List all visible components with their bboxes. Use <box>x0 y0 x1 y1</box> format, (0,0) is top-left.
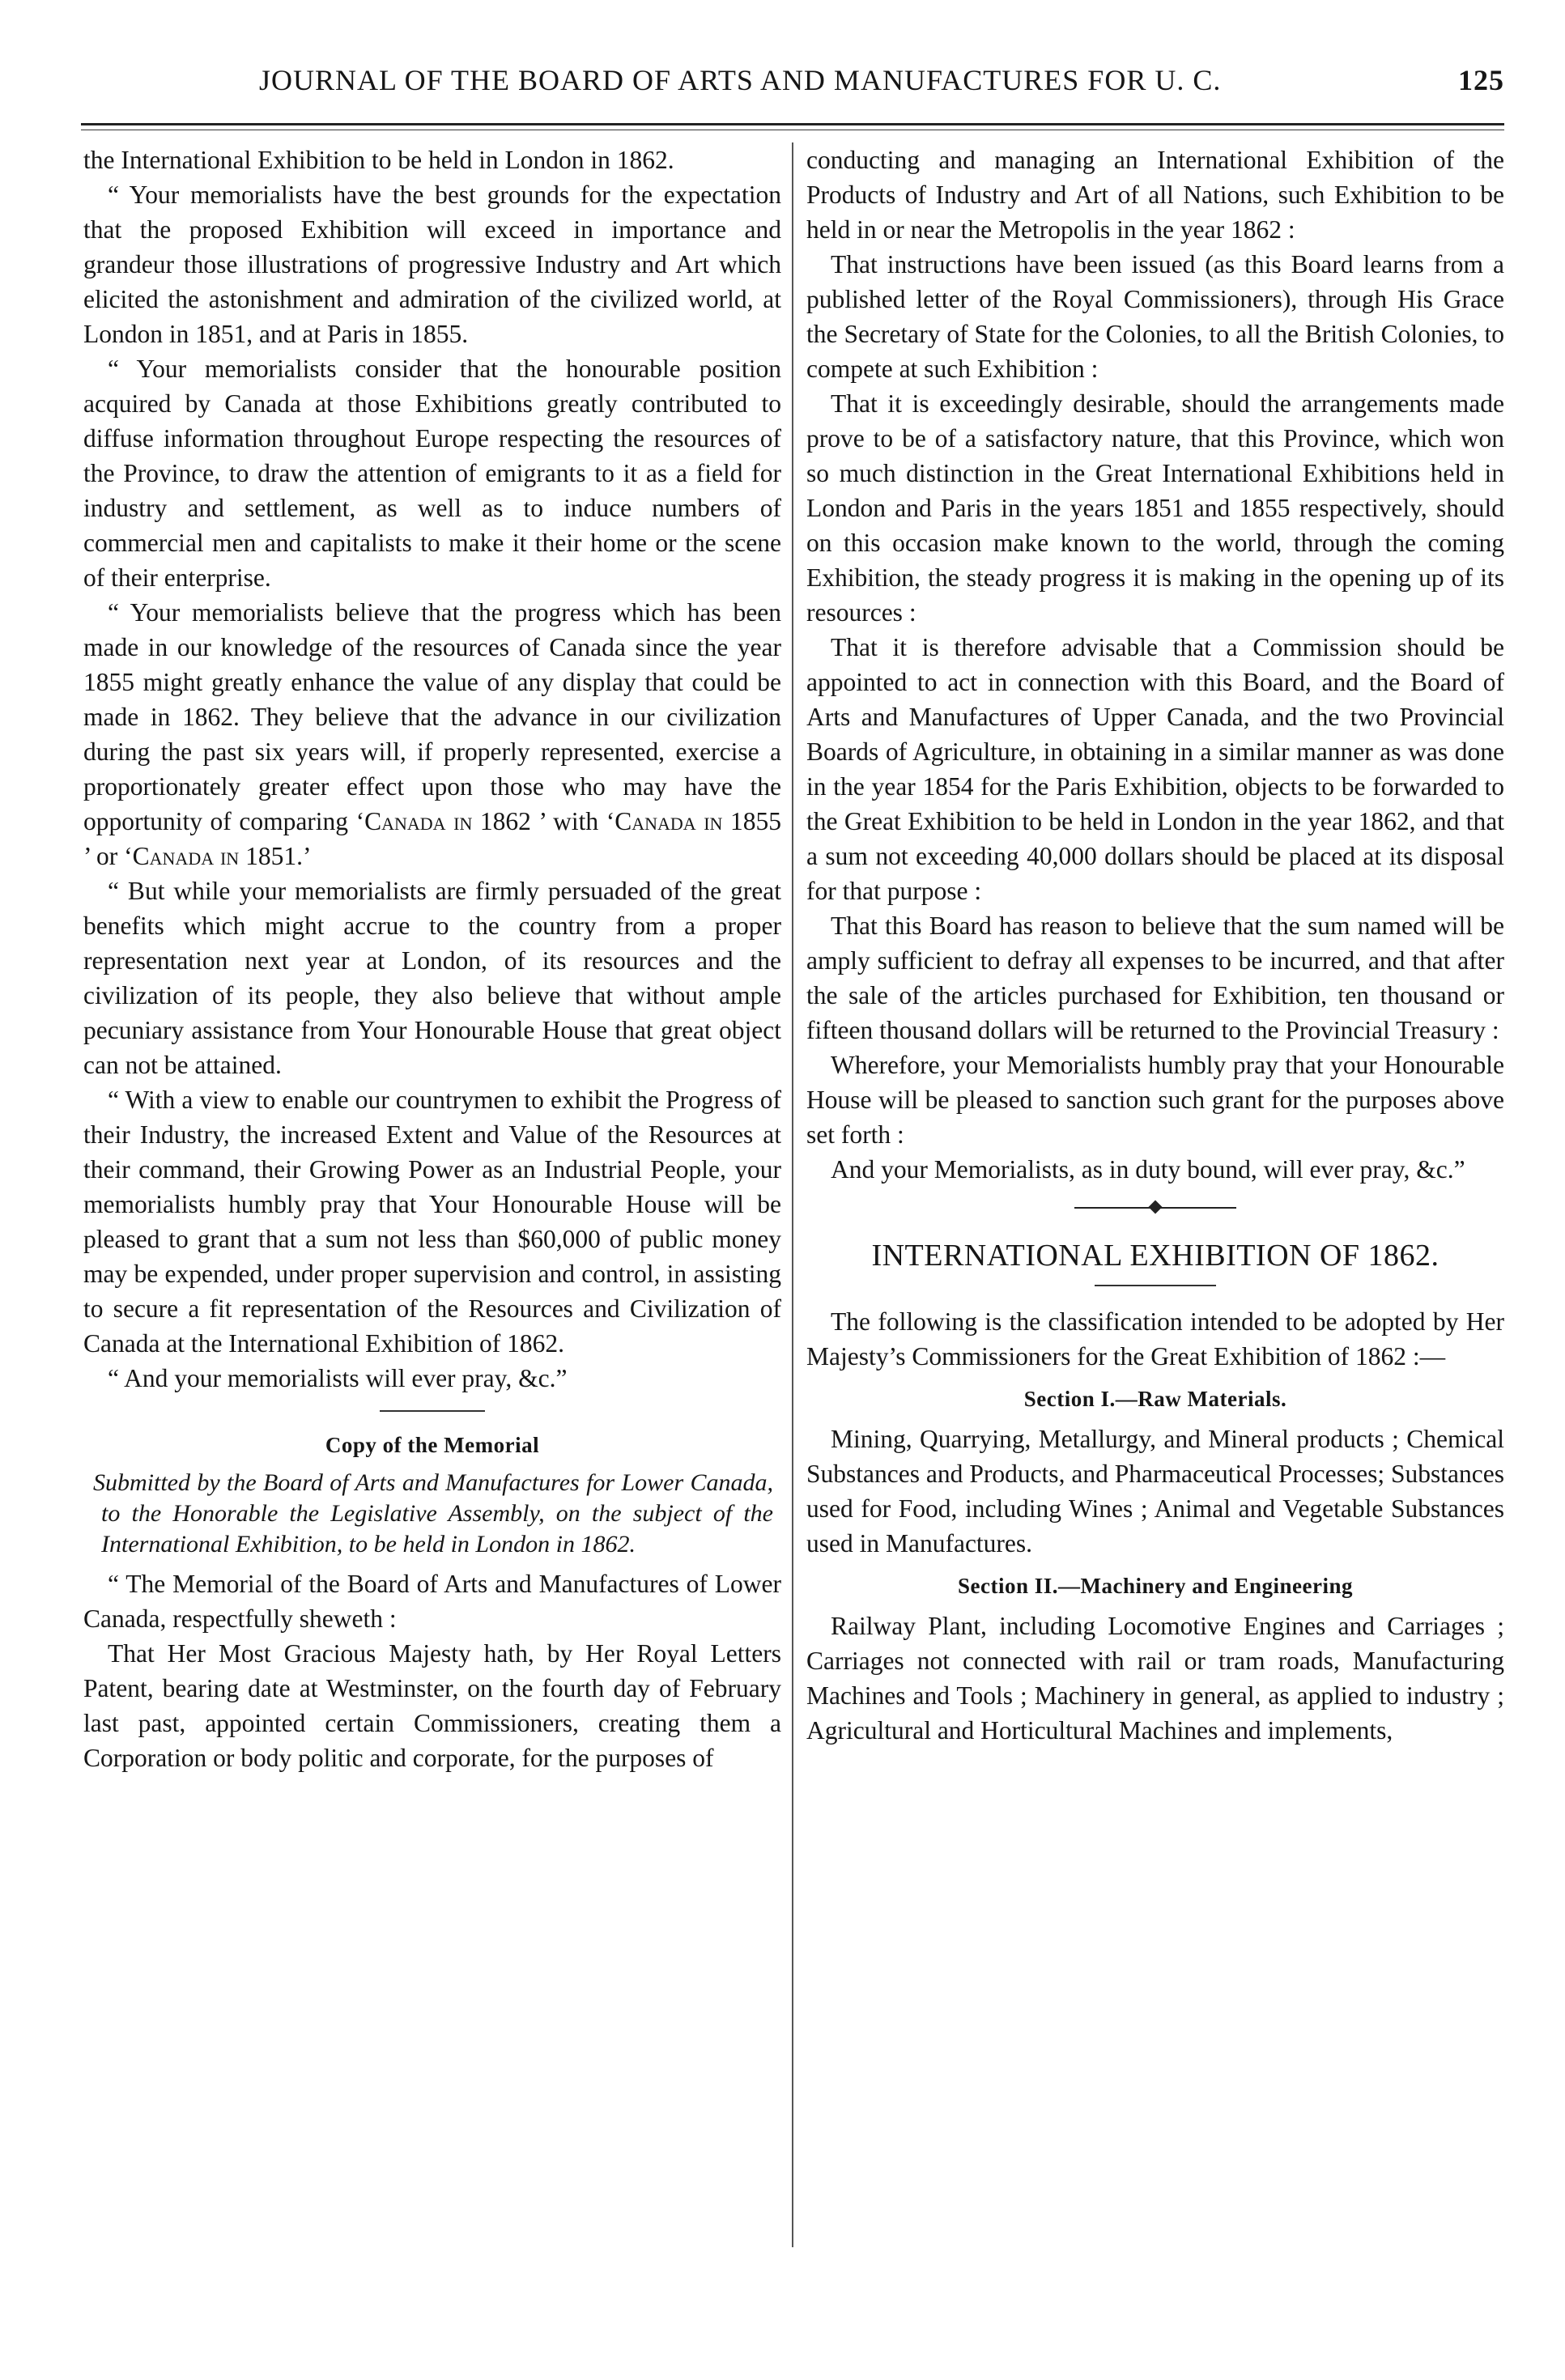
running-head <box>81 63 1504 104</box>
paragraph: “ The Memorial of the Board of Arts and Manufactures of Lower Canada, respectfully sheweth : <box>83 1570 781 1633</box>
memorial-subtitle: Submitted by the Board of Arts and Manufactures for Lower Canada, to the Honorable the Legislative Assembly, on the subject of the International Exhibition, to be held in London in 1862. <box>93 1469 773 1558</box>
paragraph: conducting and managing an International Exhibition of the Products of Industry and Art of all Nations, such Exhibition to be held in or near the Metropolis in the year 1862 : <box>806 146 1504 244</box>
column-divider <box>792 142 793 2247</box>
paragraph <box>83 595 781 873</box>
diamond-ornament-icon <box>1149 1201 1163 1214</box>
paragraph: Railway Plant, including Locomotive Engines and Carriages ; Carriages not connected with rail or tram roads, Manufacturing Machines and Tools ; Machinery in general, as applied to industry ; Agricultural and Horticultural Machines and implements, <box>806 1612 1504 1745</box>
header-rule <box>81 123 1504 125</box>
paragraph: That it is exceedingly desirable, should the arrangements made prove to be of a satisfactory nature, that this Province, which won so much distinction in the Great International Exhibitions held in London and Paris in the years 1851 and 1855 respectively, should on this occasion make known to the world, through the coming Exhibition, the steady progress it is making in the opening up of its resources : <box>806 389 1504 627</box>
page-number: 125 <box>1458 64 1504 96</box>
paragraph: That Her Most Gracious Majesty hath, by Her Royal Letters Patent, bearing date at Westminster, on the fourth day of February last past, appointed certain Commissioners, creating them a Corporation or body politic and corporate, for the purposes of <box>83 1639 781 1772</box>
paragraph: And your Memorialists, as in duty bound, will ever pray, &c.” <box>831 1155 1465 1184</box>
text-run: 1862 ’ with ‘ <box>472 807 615 835</box>
paragraph: Wherefore, your Memorialists humbly pray that your Honourable House will be pleased to sanction such grant for the purposes above set forth : <box>806 1051 1504 1149</box>
paragraph: That instructions have been issued (as this Board learns from a published letter of the Royal Commissioners), through His Grace the Secretary of State for the Colonies, to all the British Colonies, to compete at such Exhibition : <box>806 250 1504 383</box>
paragraph: “ Your memorialists have the best grounds for the expectation that the proposed Exhibition will exceed in importance and grandeur those illustrations of progressive Industry and Art which elicited the astonishment and admiration of the civilized world, at London in 1851, and at Paris in 1855. <box>83 181 781 348</box>
ornament-divider <box>1074 1198 1236 1218</box>
spacer <box>83 1560 781 1566</box>
paragraph: Mining, Quarrying, Metallurgy, and Mineral products ; Chemical Substances and Products, and Pharmaceutical Processes; Substances used for Food, including Wines ; Animal and Vegetable Substances used in Manufactures. <box>806 1425 1504 1558</box>
memorial-heading: Copy of the Memorial <box>325 1433 540 1457</box>
paragraph: “ With a view to enable our countrymen to exhibit the Progress of their Industry, the increased Extent and Value of the Resources at their command, their Growing Power as an Industrial People, your memorialists humbly pray that Your Honourable House will be pleased to grant that a sum not less than $60,000 of public money may be expended, under proper supervision and control, in assisting to secure a fit representation of the Resources and Civilization of Canada at the International Exhibition of 1862. <box>83 1086 781 1358</box>
section-rule <box>1095 1285 1216 1286</box>
text-run: 1851.’ <box>239 842 312 870</box>
section-rule <box>380 1410 485 1412</box>
paragraph: “ But while your memorialists are firmly persuaded of the great benefits which might accrue to the country from a proper representation next year at London, of its resources and the civilization of its people, they also believe that without ample pecuniary assistance from Your Honourable House that great object can not be attained. <box>83 877 781 1079</box>
journal-title: JOURNAL OF THE BOARD OF ARTS AND MANUFACTURES FOR U. C. <box>259 64 1222 96</box>
right-column <box>806 142 1504 1748</box>
small-caps-run: Canada in <box>132 842 240 870</box>
paragraph: The following is the classification intended to be adopted by Her Majesty’s Commissioners for the Great Exhibition of 1862 :— <box>806 1307 1504 1371</box>
section-title: INTERNATIONAL EXHIBITION OF 1862. <box>871 1239 1440 1273</box>
paragraph: “ Your memorialists consider that the honourable position acquired by Canada at those Exhibitions greatly contributed to diffuse information throughout Europe respecting the resources of the Province, to draw the attention of emigrants to it as a field for industry and settlement, as well as to induce numbers of commercial men and capitalists to make it their home or the scene of their enterprise. <box>83 355 781 592</box>
paragraph: That it is therefore advisable that a Commission should be appointed to act in connection with this Board, and the Board of Arts and Manufactures of Upper Canada, and the two Provincial Boards of Agriculture, in obtaining in a similar manner as was done in the year 1854 for the Paris Exhibition, objects to be forwarded to the Great Exhibition to be held in London in the year 1862, and that a sum not exceeding 40,000 dollars should be placed at its disposal for that purpose : <box>806 633 1504 905</box>
text-run: 1855 ’ or ‘ <box>83 807 782 870</box>
small-caps-run: Canada in <box>364 807 473 835</box>
section-i-heading: Section I.—Raw Materials. <box>1023 1387 1287 1411</box>
section-ii-heading: Section II.—Machinery and Engineering <box>957 1574 1354 1598</box>
paragraph: “ And your memorialists will ever pray, &c.” <box>108 1364 568 1392</box>
small-caps-run: Canada in <box>615 807 723 835</box>
paragraph: the International Exhibition to be held in London in 1862. <box>83 146 674 174</box>
text-run: “ Your memorialists believe that the progress which has been made in our knowledge of the resources of Canada since the year 1855 might greatly enhance the value of any display that could be made in 1862. They believe that the advance in our civilization during the past six years will, if properly represented, exercise a proportionately greater effect upon those who may have the opportunity of comparing ‘ <box>83 598 781 835</box>
left-column <box>83 142 781 1775</box>
paragraph: That this Board has reason to believe that the sum named will be amply sufficient to defray all expenses to be incurred, and that after the sale of the articles purchased for Exhibition, ten thousand or fifteen thousand dollars will be returned to the Provincial Treasury : <box>806 912 1504 1044</box>
